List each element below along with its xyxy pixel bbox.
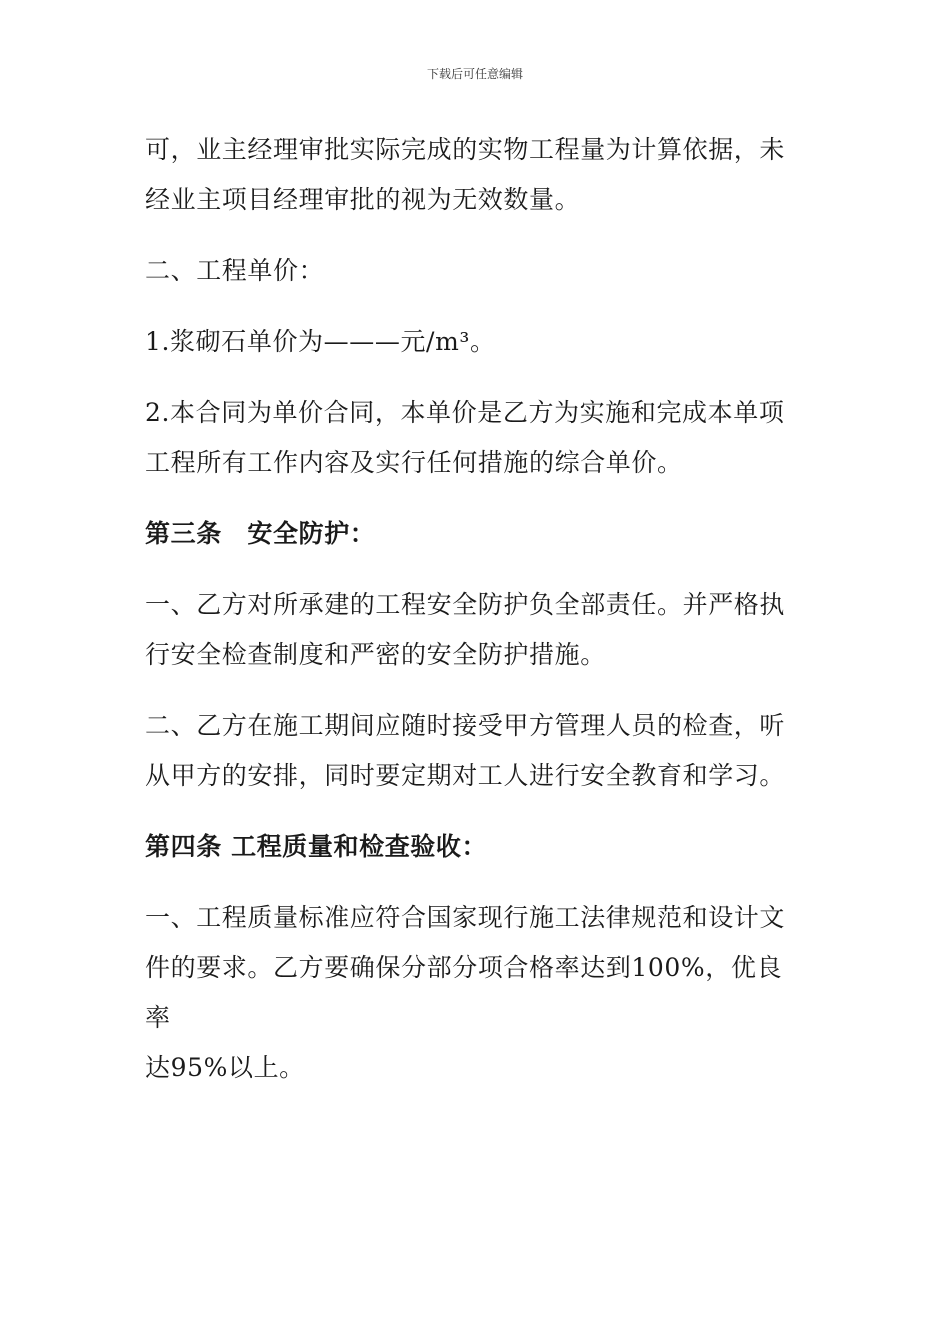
text-line: 工程所有工作内容及实行任何措施的综合单价。 <box>145 448 683 477</box>
article-3-heading <box>145 509 805 559</box>
text-line: 2.本合同为单价合同，本单价是乙方为实施和完成本单项 <box>145 398 785 427</box>
text-line: 第四条 工程质量和检查验收： <box>145 832 488 861</box>
text-line: 可，业主经理审批实际完成的实物工程量为计算依据，未 <box>145 135 786 164</box>
text-line: 一、工程质量标准应符合国家现行施工法律规范和设计文 <box>145 903 786 932</box>
text-line: 二、工程单价： <box>145 256 325 285</box>
paragraph-unit-price-title <box>145 246 805 296</box>
page-header: 下载后可任意编辑 <box>426 67 523 81</box>
paragraph-safety-2 <box>145 701 805 801</box>
text-line: 件的要求。乙方要确保分部分项合格率达到100%，优良率 <box>145 953 783 1032</box>
document-body <box>145 125 805 1093</box>
paragraph-safety-1 <box>145 580 805 680</box>
paragraph-unit-price-2 <box>145 388 805 488</box>
paragraph-unit-price-1 <box>145 317 805 367</box>
text-line: 二、乙方在施工期间应随时接受甲方管理人员的检查，听 <box>145 711 786 740</box>
text-line: 达95%以上。 <box>145 1053 305 1082</box>
paragraph-quantity-basis <box>145 125 805 225</box>
text-line: 一、乙方对所承建的工程安全防护负全部责任。并严格执 <box>145 590 786 619</box>
text-line: 从甲方的安排，同时要定期对工人进行安全教育和学习。 <box>145 761 786 790</box>
article-4-heading <box>145 822 805 872</box>
text-line: 1.浆砌石单价为———元/m³。 <box>145 327 496 356</box>
text-line: 经业主项目经理审批的视为无效数量。 <box>145 185 581 214</box>
paragraph-quality-1 <box>145 893 805 1093</box>
text-line: 第三条 安全防护： <box>145 519 376 548</box>
text-line: 行安全检查制度和严密的安全防护措施。 <box>145 640 606 669</box>
